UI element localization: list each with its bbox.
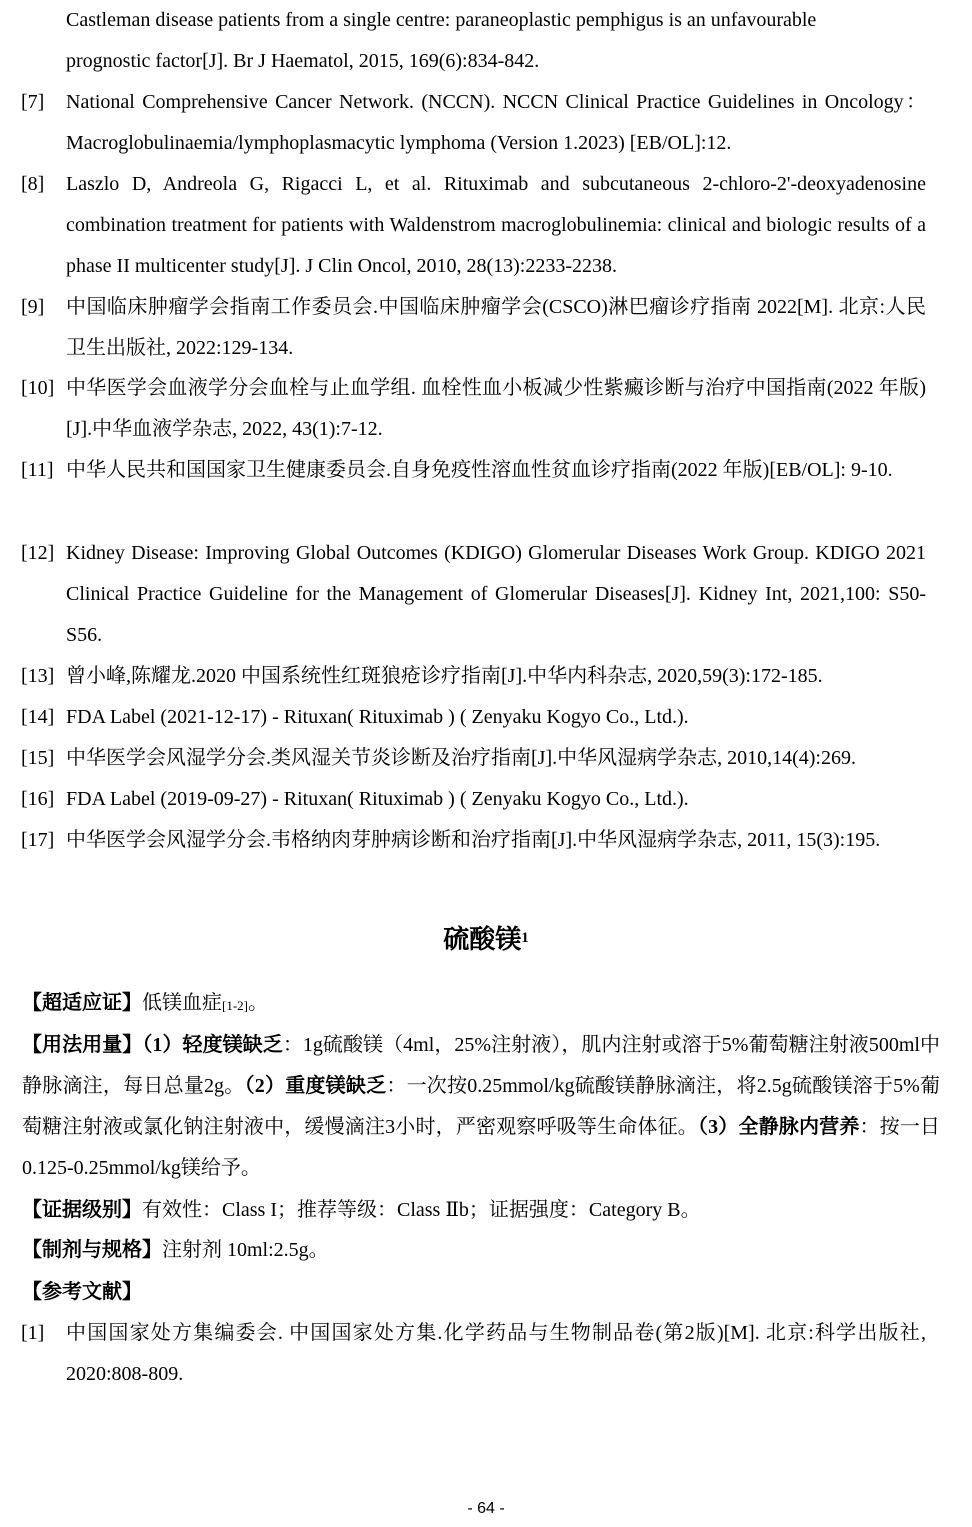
- references-label: 【参考文献】: [22, 1281, 142, 1303]
- page-number: - 64 -: [467, 1500, 505, 1517]
- indication-text: 低镁血症: [142, 992, 222, 1014]
- formulation-paragraph: [22, 1230, 940, 1271]
- reference-text: 中国国家处方集编委会. 中国国家处方集.化学药品与生物制品卷(第2版)[M]. 北京:科学出版社, 2020:808-809.: [66, 1322, 926, 1385]
- formulation-text: 注射剂 10ml:2.5g。: [162, 1239, 329, 1261]
- indication-citation: [1-2]: [222, 998, 248, 1013]
- drug-title-superscript: 1: [521, 930, 529, 946]
- continuation-line-1: Castleman disease patients from a single centre: paraneoplastic pemphigus is an unfavourable: [66, 9, 817, 31]
- reference-text: 中国临床肿瘤学会指南工作委员会.中国临床肿瘤学会(CSCO)淋巴瘤诊疗指南 2022[M]. 北京:人民卫生出版社, 2022:129-134.: [66, 296, 926, 359]
- dosage-severe-label: （2）重度镁缺乏: [244, 1075, 387, 1097]
- drug-title-text: 硫酸镁: [443, 925, 522, 954]
- reference-continuation: [66, 0, 926, 82]
- reference-number: [14]: [21, 706, 55, 728]
- dosage-tpn-label: （3）全静脉内营养: [697, 1116, 860, 1138]
- evidence-label: 【证据级别】: [22, 1199, 142, 1221]
- continuation-line-2: prognostic factor[J]. Br J Haematol, 2015, 169(6):834-842.: [66, 50, 540, 72]
- reference-text: Laszlo D, Andreola G, Rigacci L, et al. Rituximab and subcutaneous 2-chloro-2'-deoxyadenosine combination treatment for patients with Waldenstrom macroglobulinemia: clinical and biologic results of a phase II multicenter study[J]. J Clin Oncol, 2010, 28(13):2233-2238.: [66, 173, 926, 277]
- evidence-text: 有效性：Class I；推荐等级：Class Ⅱb；证据强度：Category B。: [142, 1199, 701, 1221]
- indication-label: 【超适应证】: [22, 992, 142, 1014]
- reference-text: FDA Label (2021-12-17) - Rituxan( Rituximab ) ( Zenyaku Kogyo Co., Ltd.).: [66, 706, 689, 728]
- dosage-mild-text: ：1g硫酸镁（4ml，25%注射液），肌内注射或溶于5%葡萄糖注射液500ml中静脉滴注，每日总量2g。: [22, 1034, 941, 1097]
- dosage-tpn-text: ：按一日0.125-0.25mmol/kg镁给予。: [22, 1116, 941, 1179]
- references-heading: [22, 1272, 940, 1313]
- reference-text: FDA Label (2019-09-27) - Rituxan( Rituximab ) ( Zenyaku Kogyo Co., Ltd.).: [66, 788, 689, 810]
- reference-number: [12]: [21, 542, 55, 564]
- formulation-label: 【制剂与规格】: [22, 1239, 162, 1261]
- reference-text: 中华人民共和国国家卫生健康委员会.自身免疫性溶血性贫血诊疗指南(2022 年版)[EB/OL]: 9-10.: [66, 459, 893, 481]
- reference-number: [13]: [21, 665, 55, 687]
- reference-text: 中华医学会风湿学分会.类风湿关节炎诊断及治疗指南[J].中华风湿病学杂志, 2010,14(4):269.: [66, 747, 856, 769]
- evidence-paragraph: [22, 1190, 940, 1231]
- reference-number: [9]: [21, 296, 45, 318]
- reference-number: [1]: [21, 1322, 45, 1344]
- dosage-severe-text: ：一次按0.25mmol/kg硫酸镁静脉滴注，将2.5g硫酸镁溶于5%葡萄糖注射液或氯化钠注射液中，缓慢滴注3小时，严密观察呼吸等生命体征。: [22, 1075, 941, 1138]
- reference-text: 中华医学会风湿学分会.韦格纳肉芽肿病诊断和治疗指南[J].中华风湿病学杂志, 2011, 15(3):195.: [66, 829, 881, 851]
- reference-number: [8]: [21, 173, 45, 195]
- indication-end: 。: [248, 992, 268, 1014]
- reference-text: 曾小峰,陈耀龙.2020 中国系统性红斑狼疮诊疗指南[J].中华内科杂志, 2020,59(3):172-185.: [66, 665, 823, 687]
- indication-paragraph: [22, 983, 940, 1024]
- reference-number: [15]: [21, 747, 55, 769]
- reference-text: National Comprehensive Cancer Network. (NCCN). NCCN Clinical Practice Guidelines in Oncology：Macroglobulinaemia/lymphoplasmacytic lymphoma (Version 1.2023) [EB/OL]:12.: [66, 91, 926, 154]
- reference-number: [7]: [21, 91, 45, 113]
- reference-number: [17]: [21, 829, 55, 851]
- dosage-mild-label: （1）轻度镁缺乏: [142, 1034, 283, 1056]
- reference-text: Kidney Disease: Improving Global Outcomes (KDIGO) Glomerular Diseases Work Group. KDIGO 2021 Clinical Practice Guideline for the Management of Glomerular Diseases[J]. Kidney Int, 2021,100: S50-S56.: [66, 542, 926, 646]
- reference-text: 中华医学会血液学分会血栓与止血学组. 血栓性血小板减少性紫癜诊断与治疗中国指南(2022 年版)[J].中华血液学杂志, 2022, 43(1):7-12.: [66, 377, 926, 440]
- dosage-paragraph: [22, 1025, 940, 1189]
- dosage-label: 【用法用量】: [22, 1034, 143, 1056]
- reference-number: [10]: [21, 377, 55, 399]
- drug-title: [0, 918, 972, 962]
- reference-number: [11]: [21, 459, 54, 481]
- reference-number: [16]: [21, 788, 55, 810]
